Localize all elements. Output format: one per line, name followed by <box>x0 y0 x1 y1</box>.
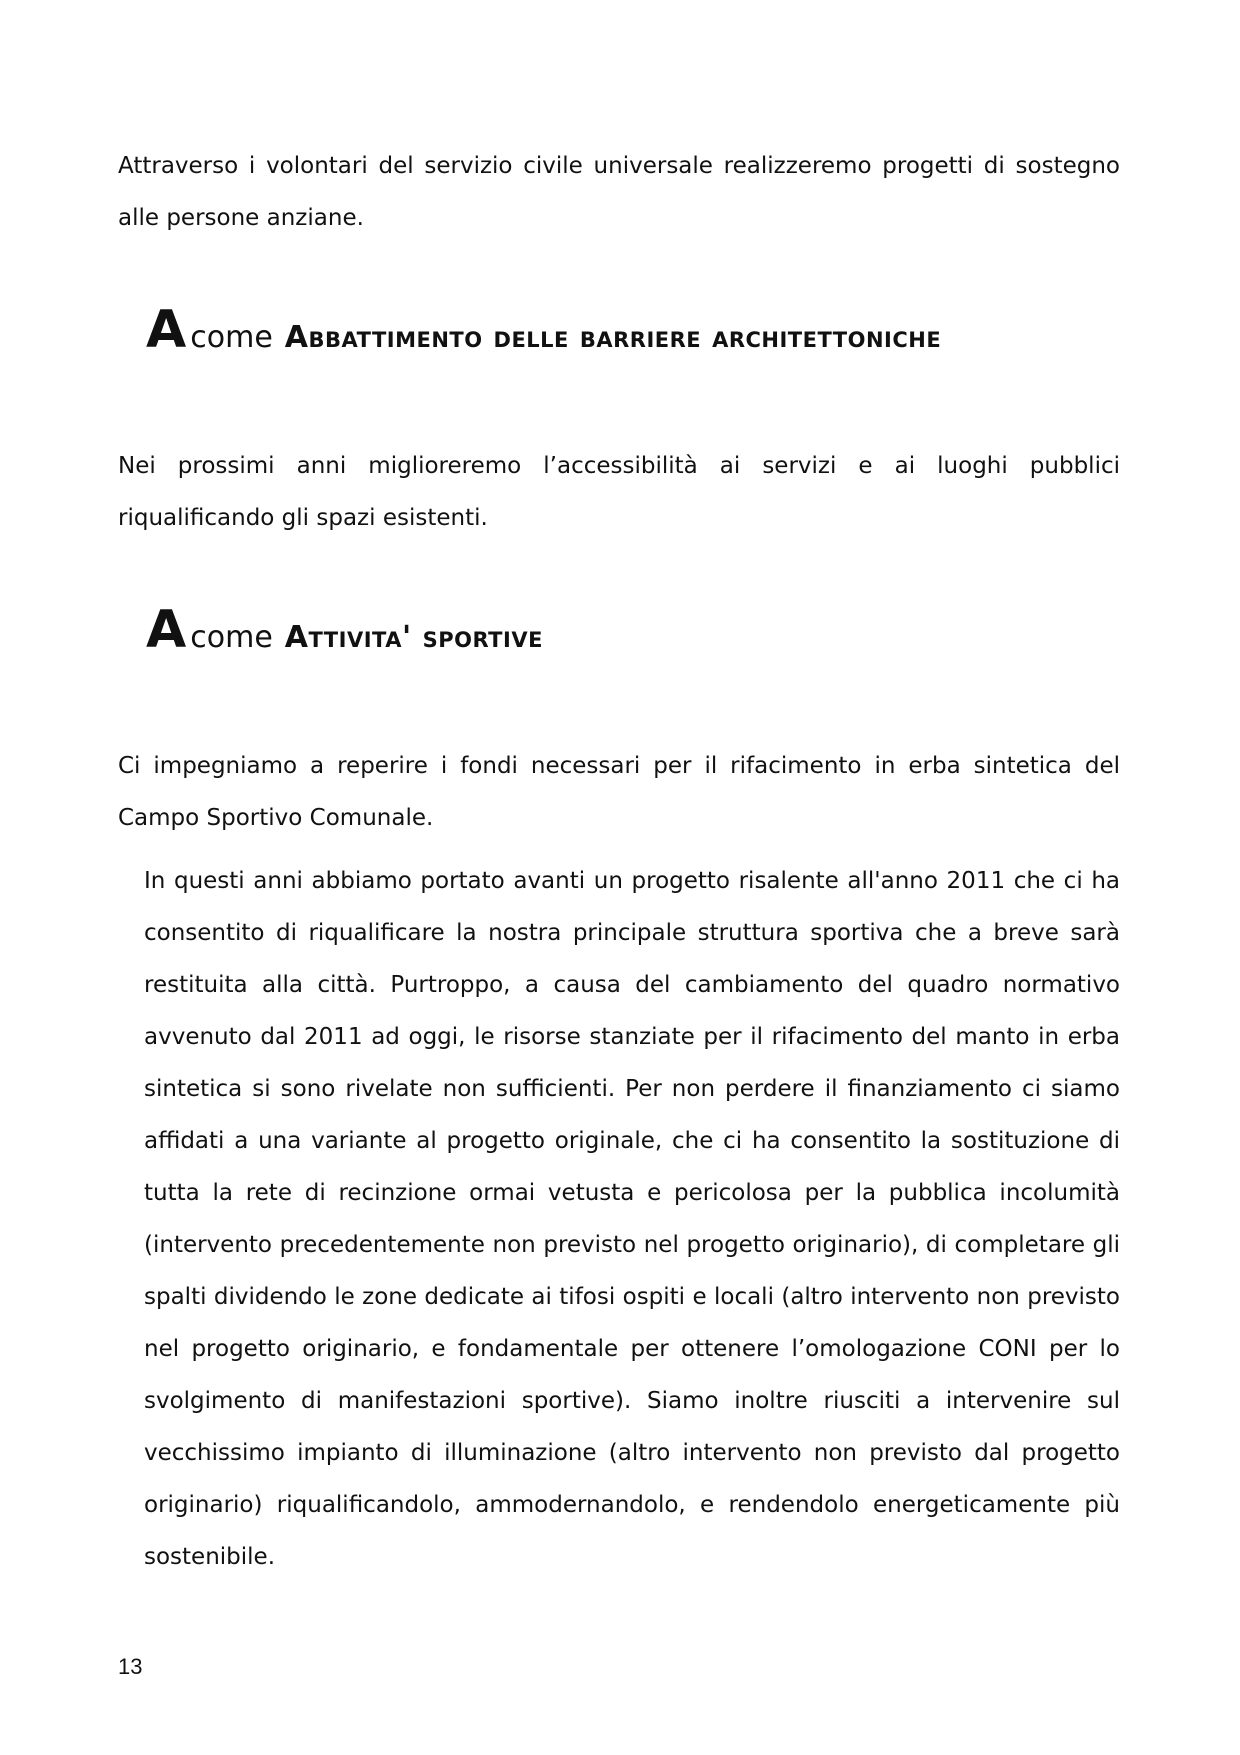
intro-paragraph: Attraverso i volontari del servizio civile universale realizzeremo progetti di sostegno alle persone anziane. <box>118 153 1120 231</box>
heading-initial-letter: A <box>146 300 185 360</box>
heading-come-word: come <box>190 620 273 655</box>
section-paragraph-barriere: Nei prossimi anni miglioreremo l’accessibilità ai servizi e ai luoghi pubblici riqualificando gli spazi esistenti. <box>118 453 1120 531</box>
heading-come-word: come <box>190 320 273 355</box>
section-paragraph-sportive: Ci impegniamo a reperire i fondi necessari per il rifacimento in erba sintetica del Campo Sportivo Comunale. <box>118 753 1120 831</box>
heading-initial-letter: A <box>146 600 185 660</box>
section-heading-barriere <box>146 300 941 360</box>
section-detail-paragraph: In questi anni abbiamo portato avanti un progetto risalente all'anno 2011 che ci ha consentito di riqualificare la nostra principale struttura sportiva che a breve sarà restituita alla città. Purtroppo, a causa del cambiamento del quadro normativo avvenuto dal 2011 ad oggi, le risorse stanziate per il rifacimento del manto in erba sintetica si sono rivelate non sufficienti. Per non perdere il finanziamento ci siamo affidati a una variante al progetto originale, che ci ha consentito la sostituzione di tutta la rete di recinzione ormai vetusta e pericolosa per la pubblica incolumità (intervento precedentemente non previsto nel progetto originario), di completare gli spalti dividendo le zone dedicate ai tifosi ospiti e locali (altro intervento non previsto nel progetto originario, e fondamentale per ottenere l’omologazione CONI per lo svolgimento di manifestazioni sportive). Siamo inoltre riusciti a intervenire sul vecchissimo impianto di illuminazione (altro intervento non previsto dal progetto originario) riqualificandolo, ammodernandolo, e rendendolo energeticamente più sostenibile. <box>144 868 1120 1570</box>
heading-title: Abbattimento delle barriere architettoniche <box>284 320 942 355</box>
section-heading-sportive <box>146 600 543 660</box>
heading-title: Attivita' sportive <box>284 620 543 655</box>
page-number: 13 <box>118 1654 143 1679</box>
